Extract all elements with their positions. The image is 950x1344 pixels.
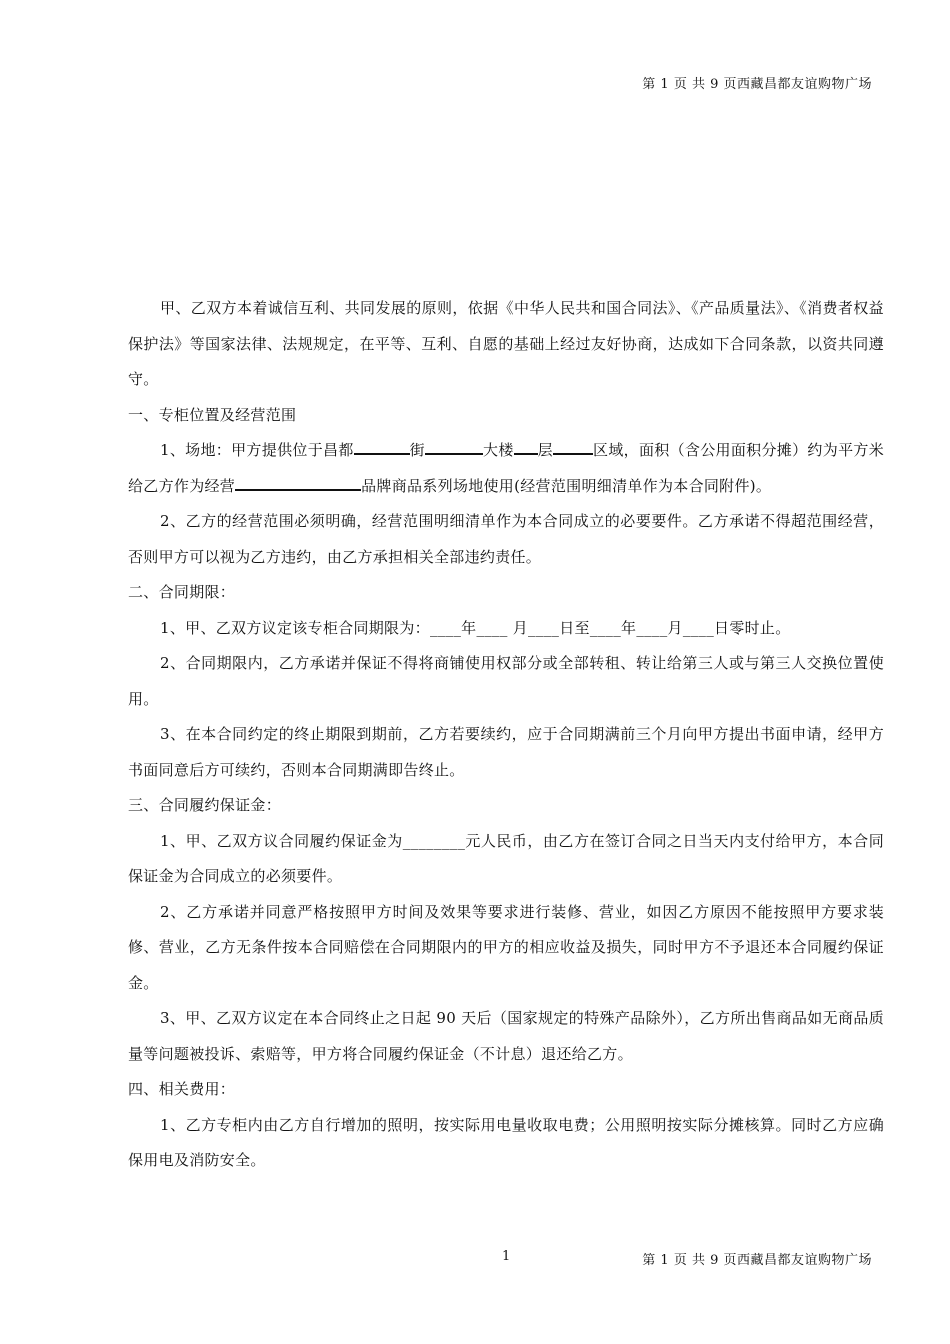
- contract-body: [128, 291, 884, 1179]
- page-number: 1: [502, 1249, 511, 1264]
- clause-text: 街: [409, 441, 425, 459]
- blank-floor: [514, 436, 538, 455]
- section-4-clause-1: 1、乙方专柜内由乙方自行增加的照明，按实际用电量收取电费；公用照明按实际分摊核算。同时乙方应确保用电及消防安全。: [128, 1115, 884, 1169]
- blank-brand: [235, 472, 361, 491]
- section-3-clause-3: 3、甲、乙双方议定在本合同终止之日起 90 天后（国家规定的特殊产品除外），乙方所出售商品如无商品质量等问题被投诉、索赔等，甲方将合同履约保证金（不计息）退还给乙方。: [128, 1009, 884, 1063]
- section-2-title: 二、合同期限：: [128, 583, 236, 601]
- blank-building: [425, 436, 483, 455]
- clause-text: 平方米给乙方作为经营: [128, 441, 884, 495]
- section-3-clause-1: 1、甲、乙双方议合同履约保证金为________元人民币，由乙方在签订合同之日当天内支付给甲方，本合同保证金为合同成立的必须要件。: [128, 831, 884, 885]
- clause-text: 层: [537, 441, 553, 459]
- intro-paragraph: 甲、乙双方本着诚信互利、共同发展的原则，依据《中华人民共和国合同法》、《产品质量法》、《消费者权益保护法》等国家法律、法规规定，在平等、互利、自愿的基础上经过友好协商，达成如下合同条款，以资共同遵守。: [128, 299, 884, 388]
- section-1-clause-1: [128, 433, 884, 504]
- section-2-clause-2: 2、合同期限内，乙方承诺并保证不得将商铺使用权部分或全部转租、转让给第三人或与第三人交换位置使用。: [128, 654, 884, 708]
- section-2-clause-1: 1、甲、乙双方议定该专柜合同期限为：____年____ 月____日至____年____月____日零时止。: [160, 618, 791, 637]
- page-header: 第 1 页 共 9 页西藏昌都友谊购物广场: [642, 77, 872, 92]
- section-2-clause-3: 3、在本合同约定的终止期限到期前，乙方若要续约，应于合同期满前三个月向甲方提出书面申请，经甲方书面同意后方可续约，否则本合同期满即告终止。: [128, 725, 884, 779]
- section-4-title: 四、相关费用：: [128, 1080, 236, 1098]
- page-footer: 第 1 页 共 9 页西藏昌都友谊购物广场: [642, 1253, 872, 1268]
- section-3-clause-2: 2、乙方承诺并同意严格按照甲方时间及效果等要求进行装修、营业，如因乙方原因不能按照甲方要求装修、营业，乙方无条件按本合同赔偿在合同期限内的甲方的相应收益及损失，同时甲方不予退还本合同履约保证金。: [128, 902, 884, 992]
- section-3-title: 三、合同履约保证金：: [128, 796, 282, 814]
- section-1-title: 一、专柜位置及经营范围: [128, 405, 297, 424]
- clause-text: 品牌商品系列场地使用(经营范围明细清单作为本合同附件)。: [361, 476, 772, 495]
- clause-text: 大楼: [483, 441, 514, 459]
- section-1-clause-2: 2、乙方的经营范围必须明确，经营范围明细清单作为本合同成立的必要要件。乙方承诺不得超范围经营，否则甲方可以视为乙方违约，由乙方承担相关全部违约责任。: [128, 512, 884, 566]
- clause-text: 区域，面积（含公用面积分摊）约为: [593, 441, 839, 459]
- blank-zone: [553, 436, 593, 455]
- clause-text: 1、场地：甲方提供位于昌都: [160, 441, 354, 459]
- blank-street: [354, 436, 410, 455]
